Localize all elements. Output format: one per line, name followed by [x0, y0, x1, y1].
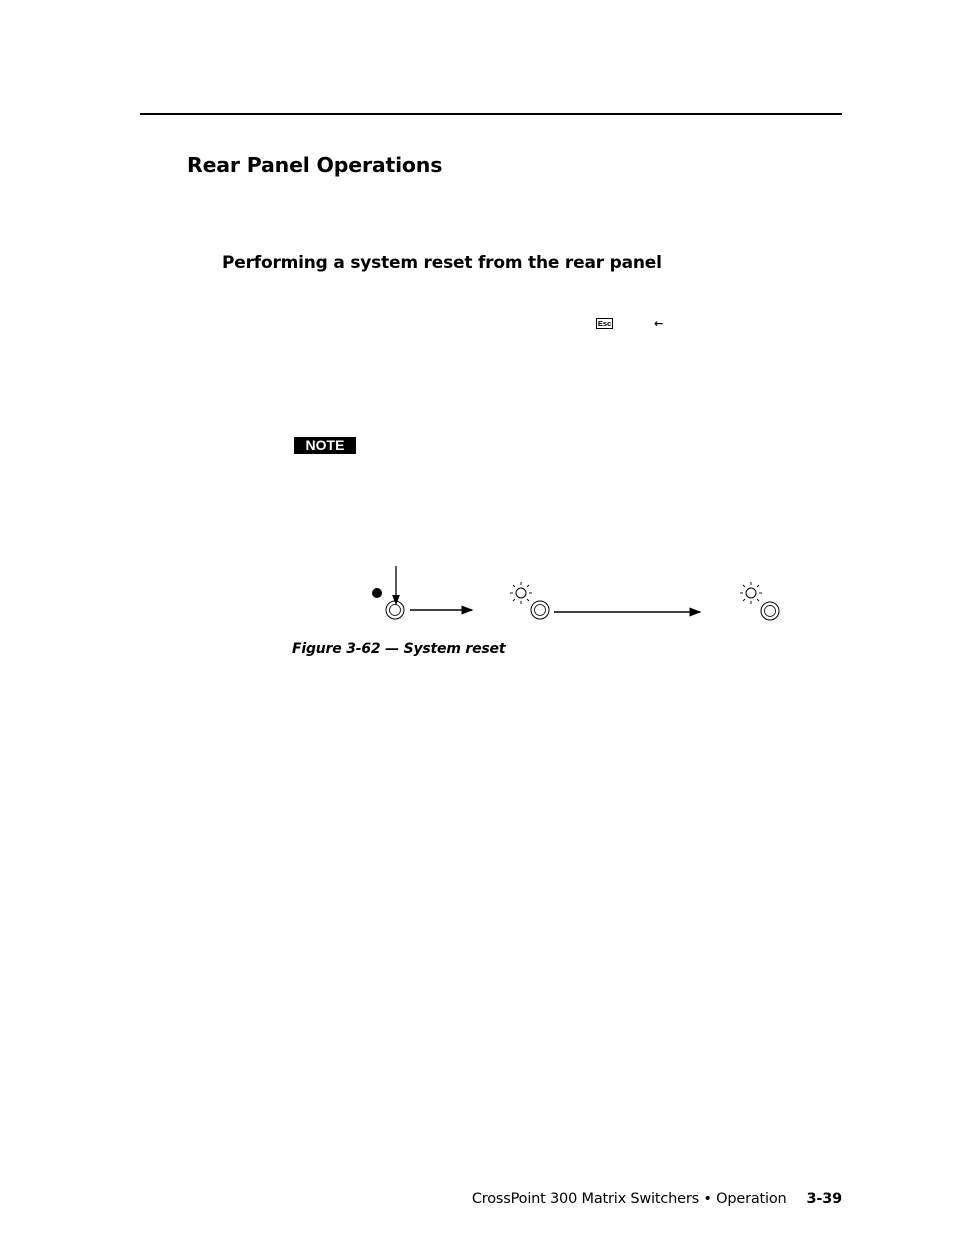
- esc-key-icon: Esc: [597, 319, 612, 328]
- led-blinking-icon: [510, 582, 549, 619]
- stage-2-blink: [510, 582, 700, 619]
- pointer-dot-icon: [372, 588, 382, 598]
- led-blinking-icon: [740, 582, 779, 620]
- system-reset-figure: [360, 560, 790, 630]
- note-badge: NOTE: [294, 437, 356, 454]
- led-off-icon: [386, 601, 404, 619]
- figure-caption: Figure 3-62 — System reset: [292, 641, 506, 657]
- page-footer: [472, 1191, 842, 1207]
- footer-text: CrossPoint 300 Matrix Switchers • Operation: [471, 1191, 787, 1207]
- stage-1-press: [372, 566, 472, 619]
- page-number: 3-39: [806, 1191, 842, 1207]
- stage-3-blink: [740, 582, 779, 620]
- section-title: Rear Panel Operations: [187, 153, 443, 177]
- enter-arrow-icon: ←: [654, 317, 664, 330]
- top-rule: [140, 113, 842, 115]
- subsection-title: Performing a system reset from the rear panel: [222, 253, 662, 273]
